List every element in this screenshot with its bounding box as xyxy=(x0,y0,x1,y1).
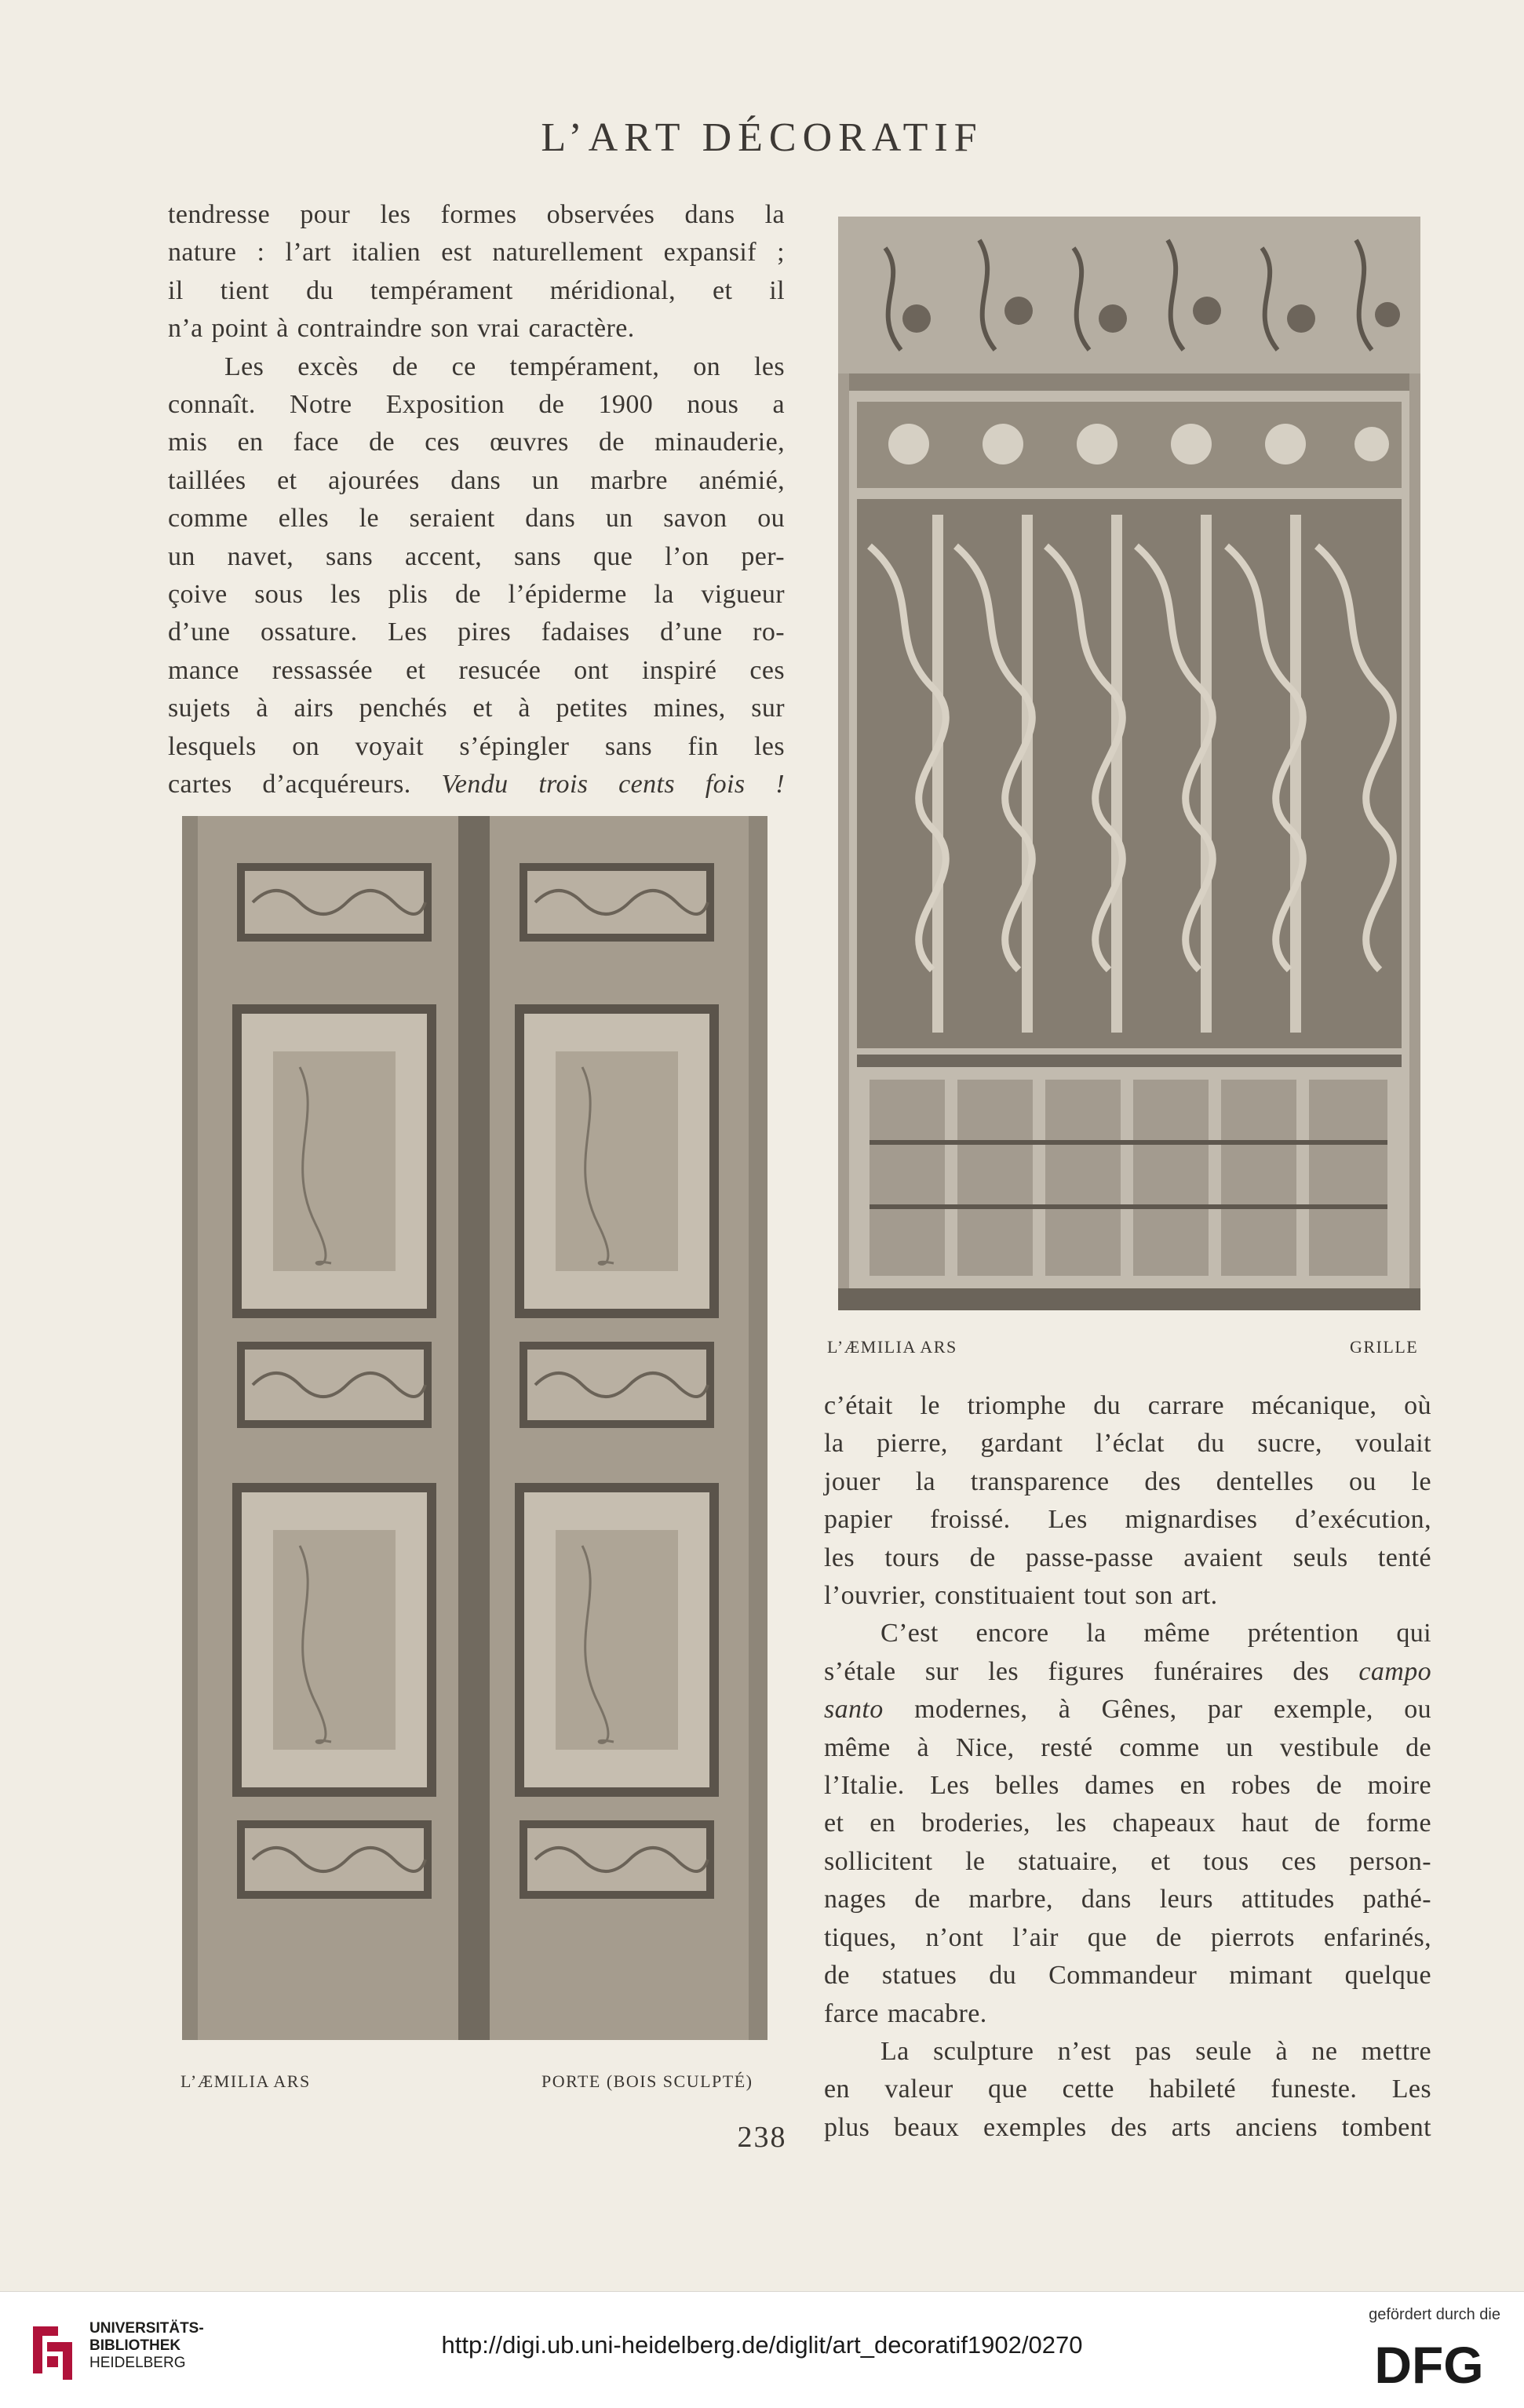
library-name-line: BIBLIOTHEK xyxy=(89,2337,181,2354)
text-line: mis en face de ces œuvres de minauderie, xyxy=(168,428,785,457)
text-run: cartes d’acquéreurs. xyxy=(168,770,442,800)
door-caption-credit: L’ÆMILIA ARS xyxy=(180,2071,311,2091)
text-line: comme elles le seraient dans un savon ou xyxy=(168,504,785,534)
door-photograph xyxy=(182,816,767,2040)
grille-caption-title: GRILLE xyxy=(1350,1337,1419,1357)
text-line: farce macabre. xyxy=(824,1998,987,2028)
paragraph xyxy=(824,1387,1431,1615)
paragraph xyxy=(168,348,785,804)
text-line: La sculpture n’est pas seule à ne mettre xyxy=(880,2036,1431,2066)
funding-note: gefördert durch die xyxy=(1369,2306,1500,2323)
text-line: nature : l’art italien est naturellement expansif ; xyxy=(168,238,785,268)
text-line: papier froissé. Les mignardises d’exécution, xyxy=(824,1505,1431,1535)
text-line: les tours de passe-passe avaient seuls tenté xyxy=(824,1543,1431,1572)
text-line: la pierre, gardant l’éclat du sucre, voulait xyxy=(824,1429,1431,1459)
door-illustration xyxy=(182,816,767,2040)
grille-photograph xyxy=(838,217,1420,1310)
text-line: plus beaux exemples des arts anciens tombent xyxy=(824,2112,1431,2142)
text-line: en valeur que cette habileté funeste. Les xyxy=(824,2075,1431,2104)
text-line: çoive sous les plis de l’épiderme la vigueur xyxy=(168,580,785,610)
text-line: de statues du Commandeur mimant quelque xyxy=(824,1961,1431,1991)
text-line: l’ouvrier, constituaient tout son art. xyxy=(824,1581,1218,1611)
text-line xyxy=(824,1691,1431,1729)
text-line: tiques, n’ont l’air que de pierrots enfarinés, xyxy=(824,1922,1431,1952)
text-line: connaît. Notre Exposition de 1900 nous a xyxy=(168,390,785,420)
text-line: jouer la transparence des dentelles ou le xyxy=(824,1466,1431,1496)
italic-phrase: Vendu trois cents fois ! xyxy=(441,770,786,800)
text-line: lesquels on voyait s’épingler sans fin les xyxy=(168,731,785,761)
italic-phrase: campo xyxy=(1358,1656,1431,1686)
text-run: modernes, à Gênes, par exemple, ou xyxy=(883,1695,1431,1725)
paragraph xyxy=(824,1615,1431,2032)
italic-phrase: santo xyxy=(824,1695,884,1725)
page-number: 238 xyxy=(737,2121,787,2154)
digital-copy-link[interactable]: http://digi.ub.uni-heidelberg.de/diglit/art_decoratif1902/0270 xyxy=(441,2331,1083,2359)
text-line: sollicitent le statuaire, et tous ces person- xyxy=(824,1846,1431,1876)
text-line: l’Italie. Les belles dames en robes de moire xyxy=(824,1771,1431,1801)
text-line: un navet, sans accent, sans que l’on per- xyxy=(168,541,785,571)
text-line: mance ressassée et resucée ont inspiré ces xyxy=(168,655,785,685)
footer-bar xyxy=(0,2291,1524,2408)
text-line: Les excès de ce tempérament, on les xyxy=(224,352,785,381)
text-line xyxy=(824,1653,1431,1691)
text-line: d’une ossature. Les pires fadaises d’une ro- xyxy=(168,617,785,647)
running-title: L’ART DÉCORATIF xyxy=(541,115,983,160)
text-column-right xyxy=(824,1387,1431,2147)
dfg-logo-text: DFG xyxy=(1374,2336,1484,2389)
text-line: sujets à airs penchés et à petites mines, sur xyxy=(168,694,785,723)
library-name-line: UNIVERSITÄTS- xyxy=(89,2320,204,2337)
door-caption-title: PORTE (BOIS SCULPTÉ) xyxy=(541,2071,753,2091)
dfg-logo-icon xyxy=(1354,2334,1504,2389)
text-column-left xyxy=(168,196,785,804)
text-run: s’étale sur les figures funéraires des xyxy=(824,1656,1359,1686)
text-line: C’est encore la même prétention qui xyxy=(880,1619,1431,1648)
text-line: tendresse pour les formes observées dans la xyxy=(168,200,785,229)
text-line: taillées et ajourées dans un marbre anémié, xyxy=(168,465,785,495)
text-line: il tient du tempérament méridional, et il xyxy=(168,275,785,305)
text-line: nages de marbre, dans leurs attitudes pathé- xyxy=(824,1885,1431,1914)
grille-illustration xyxy=(838,217,1420,1310)
text-line xyxy=(168,766,785,803)
grille-caption-credit: L’ÆMILIA ARS xyxy=(827,1337,957,1357)
text-line: c’était le triomphe du carrare mécanique, où xyxy=(824,1391,1431,1420)
text-line: même à Nice, resté comme un vestibule de xyxy=(824,1732,1431,1762)
paragraph xyxy=(168,196,785,348)
text-line: et en broderies, les chapeaux haut de forme xyxy=(824,1809,1431,1838)
text-line: n’a point à contraindre son vrai caractère. xyxy=(168,314,635,344)
library-name-line: HEIDELBERG xyxy=(89,2355,186,2371)
